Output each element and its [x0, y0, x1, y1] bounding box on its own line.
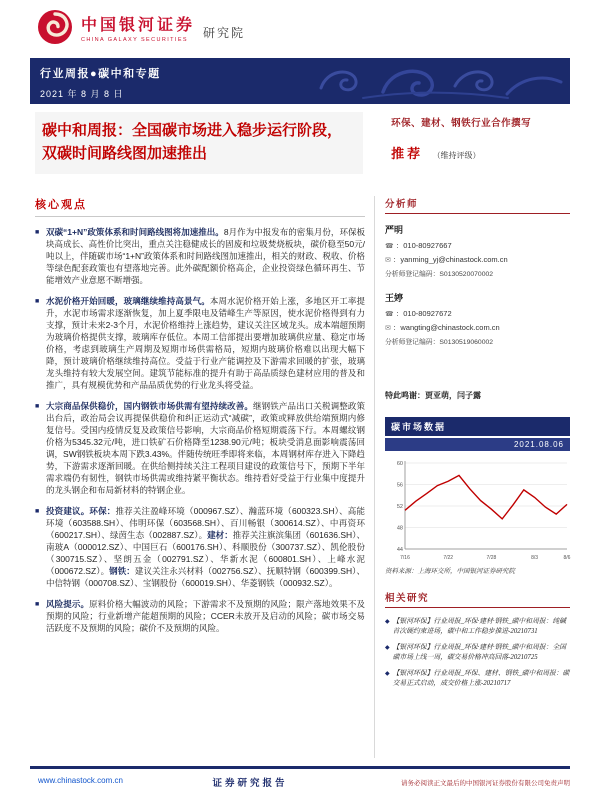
- core-point: [35, 295, 365, 391]
- diamond-bullet-icon: ◆: [385, 619, 390, 625]
- brand-name-en: CHINA GALAXY SECURITIES: [81, 36, 188, 43]
- related-research-text: 【银河环保】行业周报_环保、建材、钢铁_碳中和周报：碳交易正式启动，成交价格上涨-20210717: [392, 670, 570, 687]
- core-point-text: 本周水泥价格开始上涨，多地区开工率提升，水泥市场需求逐渐恢复，加上夏季限电及错峰生产等原因，使水泥价格得到有力支撑，预计未来2-3个月，水泥价格维持上涨趋势，建议关注区域龙头。成本端超预期为玻璃价格提供支撑，玻璃库存低位。本周工信部提出要增加玻璃供应量、稳定市场价格，考虑到玻璃生产周期及短期市场供需格局，短期内玻璃价格难以出现大幅下降，预计玻璃价格继续维持高位。受益于行业产能调控及下游需求回暖的扩张，玻璃龙头维持有较大发展空间。建筑节能标准的提升有助于高品质绿色建材应用的普及和推广，具有规模优势和产品品质优势的行业龙头将受益。: [46, 296, 365, 390]
- rating-badge: 推荐: [391, 146, 424, 161]
- bullet-square-icon: ■: [35, 229, 40, 236]
- related-research-text: 【银河环保】行业周报_环保·建材·钢铁_碳中和周报：全国碳市场上线一周，碳交易价格冲高回落-20210725: [392, 644, 566, 661]
- cooperation-note: 环保、建材、钢铁行业合作撰写: [391, 118, 532, 129]
- email-icon: ✉: [385, 324, 391, 332]
- brand-dept: 研究院: [203, 26, 246, 40]
- galaxy-logo-icon: [36, 8, 74, 46]
- phone-icon: ☎: [385, 310, 394, 318]
- svg-text:7/16: 7/16: [400, 555, 410, 561]
- svg-text:60: 60: [396, 461, 403, 467]
- svg-text:56: 56: [396, 482, 403, 489]
- core-point-lead: 双碳“1+N”政策体系和时间路线图将加速推出。: [46, 227, 224, 237]
- analyst-registration-code: 分析师登记编码：S0130520070002: [385, 271, 494, 278]
- related-research-heading: 相关研究: [385, 590, 570, 608]
- bullet-square-icon: ■: [35, 601, 40, 608]
- core-point-text: 推荐关注盈峰环境（000967.SZ）、瀚蓝环境（600323.SH）、高能环境（603588.SH）、伟明环保（603568.SH）、百川畅银（300614.SZ）、中再资环（600217.SH）、绿茵生态（002887.SZ）。: [46, 506, 365, 540]
- core-views-list: [35, 226, 365, 634]
- phone-icon: ☎: [385, 242, 394, 250]
- core-point-lead: 环保：: [89, 506, 116, 516]
- sidebar: [385, 196, 570, 758]
- svg-text:48: 48: [396, 525, 403, 532]
- market-data-date: 2021.08.06: [385, 438, 570, 451]
- header-band: [30, 58, 570, 104]
- report-type-label: 行业周报●碳中和专题: [40, 68, 161, 80]
- footer-report-type: 证券研究报告: [212, 779, 288, 789]
- report-title: 碳中和周报：全国碳市场进入稳步运行阶段，双碳时间路线图加速推出: [35, 112, 363, 174]
- core-point-lead: 建材：: [207, 530, 233, 540]
- title-side: [391, 112, 570, 174]
- bullet-square-icon: ■: [35, 298, 40, 305]
- rating-note: （维持评级）: [432, 151, 481, 160]
- core-point-lead: 水泥价格开始回暖，玻璃继续维持高景气。: [46, 296, 210, 306]
- content-columns: [35, 196, 570, 758]
- svg-text:44: 44: [396, 547, 403, 553]
- chart-source: 资料来源：上海环交所，中国银河证券研究院: [385, 568, 515, 575]
- core-views-heading: 核心观点: [35, 196, 365, 217]
- analyst-email-text: ：wangting@chinastock.com.cn: [392, 323, 500, 332]
- analysts-list: [385, 223, 570, 346]
- report-date: 2021 年 8 月 8 日: [40, 89, 124, 99]
- related-research-list: [385, 617, 570, 688]
- svg-text:8/6: 8/6: [563, 555, 571, 561]
- related-research-item: [385, 617, 570, 636]
- footer-disclaimer: 请务必阅读正文最后的中国银河证券股份有限公司免责声明: [401, 780, 570, 787]
- core-point-text: 建议关注永兴材料（002756.SZ）、抚顺特钢（600399.SH）、中信特钢（000708.SZ）、宝钢股份（600019.SH）、华菱钢铁（000932.SZ）。: [46, 566, 365, 588]
- core-point: [35, 598, 365, 634]
- core-point: [35, 400, 365, 496]
- acknowledgement: 特此鸣谢：贾亚萌，闫子露: [385, 391, 481, 400]
- core-point-text: 继钢铁产品出口关税调整政策出台后，政治局会议再提保供稳价和纠正运动式“减碳”，政策或释放供给端预期内修复信号。受国内疫情反复及政策信号影响，大宗商品价格短期震荡下行。本周螺纹钢价格为5345.32元/吨，进口铁矿石价格降至1238.90元/吨；板块受消息面影响震荡回调，SW钢铁板块本周下跌3.43%。伴随传统旺季即将来临，本周钢材库存进入下降趋势，下游需求逐渐回暖。在供给侧持续关注工程项目建设的政策信号下，预期下半年需求端仍有韧性，钢铁市场供需或维持紧平衡状态。维持看好受益于行业集中度提升的龙头钢企和布局新材料的特钢企业。: [46, 401, 365, 495]
- core-point-text: 推荐关注旗滨集团（601636.SH）、南玻A（000012.SZ）、中国巨石（600176.SH）、科顺股份（300737.SZ）、凯伦股份（300715.SZ）、坚朗五金（002791.SZ）、华新水泥（600801.SH）、上峰水泥（000672.SZ）。: [46, 530, 365, 576]
- core-point: [35, 505, 365, 589]
- diamond-bullet-icon: ◆: [385, 671, 390, 677]
- core-point-lead: 大宗商品保供稳价，国内钢铁市场供需有望持续改善。: [46, 401, 253, 411]
- core-point-lead: 风险提示。: [46, 599, 90, 609]
- related-research-item: [385, 643, 570, 662]
- brand-name-cn: 中国银河证券: [81, 16, 196, 34]
- footer-rule: [30, 766, 570, 769]
- analysts-heading: 分析师: [385, 196, 570, 214]
- diamond-bullet-icon: ◆: [385, 645, 390, 651]
- related-research-text: 【银河环保】行业周报_环保·建材·钢铁_碳中和周报：纯碱首次硬约束进场，碳中和工作稳步推进-20210731: [392, 618, 566, 635]
- column-divider: [374, 196, 375, 758]
- analyst-email-text: ：yanming_yj@chinastock.com.cn: [392, 255, 508, 264]
- email-icon: ✉: [385, 256, 391, 264]
- masthead: [36, 8, 245, 46]
- title-row: [35, 112, 570, 174]
- related-research-item: [385, 669, 570, 688]
- analyst-email[interactable]: [385, 254, 570, 265]
- analyst-phone: [385, 240, 570, 251]
- svg-text:52: 52: [396, 504, 403, 510]
- main-column: [35, 196, 365, 758]
- analyst-phone-text: ：010-80927667: [395, 241, 452, 250]
- core-point-text: 原料价格大幅波动的风险；下游需求不及预期的风险；限产落地效果不及预期的风险；行业新增产能超预期的风险；CCER未放开及启动的风险；碳市场交易活跃度不及预期的风险；碳价不及预期的风险。: [46, 599, 365, 633]
- brand-block: [81, 12, 195, 43]
- core-point-lead: 投资建议。: [46, 506, 90, 516]
- rating-row: [391, 143, 570, 163]
- cloud-ornament-icon: [303, 58, 568, 104]
- core-point-lead: 钢铁：: [109, 566, 135, 576]
- footer-url-link[interactable]: www.chinastock.com.cn: [38, 776, 123, 785]
- analyst-name: 王婷: [385, 293, 404, 303]
- analyst-registration-code: 分析师登记编码：S0130519060002: [385, 339, 494, 346]
- svg-text:8/3: 8/3: [531, 555, 539, 561]
- analyst-entry: [385, 291, 570, 346]
- market-data-heading: 碳市场数据: [385, 417, 570, 436]
- analyst-name: 严明: [385, 225, 404, 235]
- svg-text:7/22: 7/22: [443, 555, 454, 561]
- analyst-entry: [385, 223, 570, 278]
- bullet-square-icon: ■: [35, 403, 40, 410]
- analyst-email[interactable]: [385, 322, 570, 333]
- carbon-market-chart: [385, 457, 571, 563]
- bullet-square-icon: ■: [35, 508, 40, 515]
- analyst-phone: [385, 308, 570, 319]
- core-point-text: 8月作为中报发布的密集月份，环保板块高成长、高性价比突出，重点关注稳健成长的固废和垃圾焚烧板块，碳价稳至50元/吨以上，伴随碳市场“1+N”政策体系和时间路线图加速推出，相关的财政、税收、价格等绿色配套政策也有望落地完善。此外碳配额价格高企，企业投资绿色循环再生、节能增效产业意愿不断增强。: [46, 227, 365, 285]
- analyst-phone-text: ：010-80927672: [395, 309, 452, 318]
- svg-text:7/28: 7/28: [486, 555, 497, 561]
- core-point: [35, 226, 365, 286]
